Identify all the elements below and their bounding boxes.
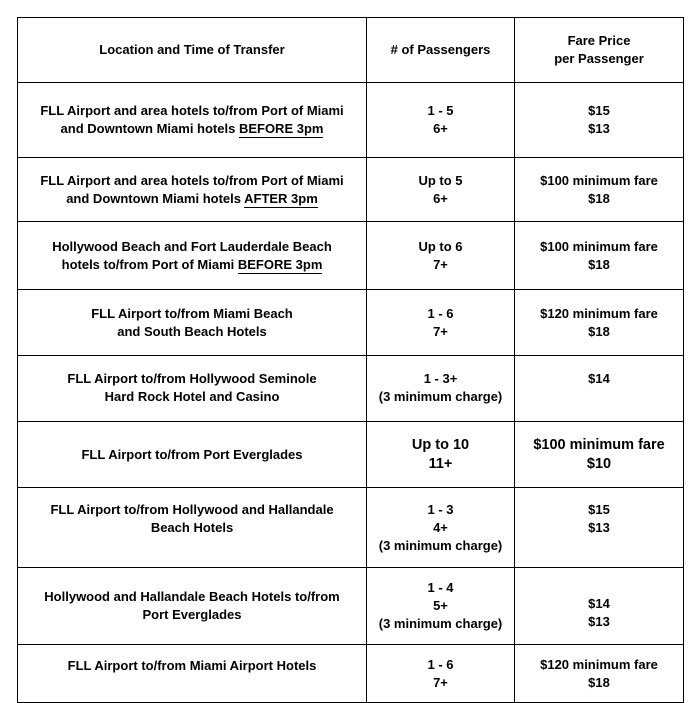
fare-cell bbox=[515, 222, 684, 290]
location-line1: FLL Airport and area hotels to/from Port of Miami bbox=[40, 103, 344, 118]
fare-line: $18 bbox=[588, 256, 610, 272]
location-line1: Hollywood and Hallandale Beach Hotels to/from bbox=[44, 589, 340, 604]
fare-line: $120 minimum fare bbox=[540, 656, 658, 672]
fare-line: $18 bbox=[588, 674, 610, 690]
fare-line: $120 minimum fare bbox=[540, 305, 658, 321]
passengers-line: (3 minimum charge) bbox=[378, 537, 503, 553]
location-cell bbox=[18, 356, 367, 422]
location-line2: Hard Rock Hotel and Casino bbox=[104, 389, 280, 404]
location-cell bbox=[18, 645, 367, 703]
location-line1: FLL Airport and area hotels to/from Port of Miami bbox=[40, 172, 344, 188]
fare-cell bbox=[515, 568, 684, 645]
passengers-line: 11+ bbox=[428, 455, 453, 472]
header-passengers: # of Passengers bbox=[367, 18, 515, 83]
fare-line: $10 bbox=[586, 455, 612, 472]
fare-line: $15 bbox=[588, 502, 610, 517]
passengers-line: 6+ bbox=[433, 190, 448, 206]
location-line2: and South Beach Hotels bbox=[117, 323, 267, 339]
table-row bbox=[18, 422, 684, 488]
location-cell bbox=[18, 568, 367, 645]
table-row bbox=[18, 158, 684, 222]
location-text: and Downtown Miami hotels bbox=[60, 121, 239, 136]
table-row bbox=[18, 568, 684, 645]
location-line2 bbox=[22, 190, 362, 208]
location-line1: Hollywood Beach and Fort Lauderdale Beach bbox=[52, 238, 332, 254]
passengers-line: 1 - 6 bbox=[427, 656, 454, 672]
location-text: hotels to/from Port of Miami bbox=[61, 256, 238, 272]
fare-line: $15 bbox=[588, 103, 610, 118]
fare-cell bbox=[515, 645, 684, 703]
table-row bbox=[18, 645, 684, 703]
passengers-line: 7+ bbox=[433, 674, 448, 690]
passengers-line: Up to 6 bbox=[418, 238, 463, 254]
table-row bbox=[18, 356, 684, 422]
passengers-cell bbox=[367, 158, 515, 222]
passengers-cell bbox=[367, 422, 515, 488]
passengers-line: 1 - 3+ bbox=[423, 371, 458, 386]
location-cell bbox=[18, 290, 367, 356]
location-cell bbox=[18, 488, 367, 568]
header-fare bbox=[515, 18, 684, 83]
location-text: and Downtown Miami hotels bbox=[66, 190, 245, 206]
location-cell bbox=[18, 83, 367, 158]
fare-line: $13 bbox=[588, 121, 610, 136]
passengers-line: 1 - 4 bbox=[427, 580, 454, 595]
location-line1: FLL Airport to/from Miami Beach bbox=[91, 305, 293, 321]
passengers-cell bbox=[367, 488, 515, 568]
fare-line: $100 minimum fare bbox=[533, 436, 665, 453]
location-cell bbox=[18, 422, 367, 488]
location-line2 bbox=[22, 120, 362, 138]
passengers-line: 7+ bbox=[433, 256, 448, 272]
location-line1: FLL Airport to/from Hollywood and Hallandale bbox=[50, 502, 334, 517]
passengers-line: (3 minimum charge) bbox=[378, 389, 503, 404]
passengers-line: 1 - 6 bbox=[427, 305, 454, 321]
passengers-line: 6+ bbox=[433, 121, 448, 136]
fare-table bbox=[17, 17, 684, 703]
passengers-cell bbox=[367, 568, 515, 645]
passengers-line: 7+ bbox=[433, 323, 448, 339]
fare-line: $18 bbox=[588, 323, 610, 339]
passengers-line: 1 - 3 bbox=[427, 501, 454, 517]
fare-line: $13 bbox=[588, 520, 610, 535]
passengers-line: 1 - 5 bbox=[427, 103, 454, 118]
table-row bbox=[18, 83, 684, 158]
fare-line: $13 bbox=[588, 614, 610, 629]
location-cell bbox=[18, 158, 367, 222]
header-fare-line1: Fare Price bbox=[567, 33, 631, 48]
fare-cell bbox=[515, 422, 684, 488]
header-fare-line2: per Passenger bbox=[554, 51, 644, 66]
location-cell bbox=[18, 222, 367, 290]
fare-line: $18 bbox=[588, 190, 610, 206]
table-row bbox=[18, 222, 684, 290]
fare-cell bbox=[515, 356, 684, 422]
fare-cell bbox=[515, 158, 684, 222]
passengers-cell bbox=[367, 645, 515, 703]
header-row bbox=[18, 18, 684, 83]
fare-line: $100 minimum fare bbox=[540, 172, 658, 188]
passengers-line: 5+ bbox=[433, 598, 448, 613]
passengers-cell bbox=[367, 290, 515, 356]
fare-cell bbox=[515, 290, 684, 356]
fare-line: $100 minimum fare bbox=[540, 238, 658, 254]
passengers-line: (3 minimum charge) bbox=[378, 616, 503, 631]
location-line1: FLL Airport to/from Port Everglades bbox=[81, 446, 303, 462]
location-line1: FLL Airport to/from Miami Airport Hotels bbox=[67, 658, 317, 673]
passengers-cell bbox=[367, 83, 515, 158]
location-line2 bbox=[22, 256, 362, 274]
fare-line: $14 bbox=[588, 596, 610, 611]
fare-cell bbox=[515, 83, 684, 158]
location-line1: FLL Airport to/from Hollywood Seminole bbox=[67, 371, 317, 386]
table-row bbox=[18, 290, 684, 356]
header-location: Location and Time of Transfer bbox=[18, 18, 367, 83]
passengers-cell bbox=[367, 222, 515, 290]
passengers-line: Up to 5 bbox=[418, 172, 463, 188]
passengers-cell bbox=[367, 356, 515, 422]
table-row bbox=[18, 488, 684, 568]
location-line2: Beach Hotels bbox=[150, 520, 234, 535]
time-qualifier: BEFORE 3pm bbox=[237, 256, 323, 272]
time-qualifier: AFTER 3pm bbox=[244, 190, 318, 206]
fare-line: $14 bbox=[588, 371, 610, 386]
fare-cell bbox=[515, 488, 684, 568]
time-qualifier: BEFORE 3pm bbox=[238, 121, 324, 136]
location-line2: Port Everglades bbox=[142, 607, 242, 622]
passengers-line: 4+ bbox=[433, 519, 448, 535]
passengers-line: Up to 10 bbox=[411, 436, 470, 453]
